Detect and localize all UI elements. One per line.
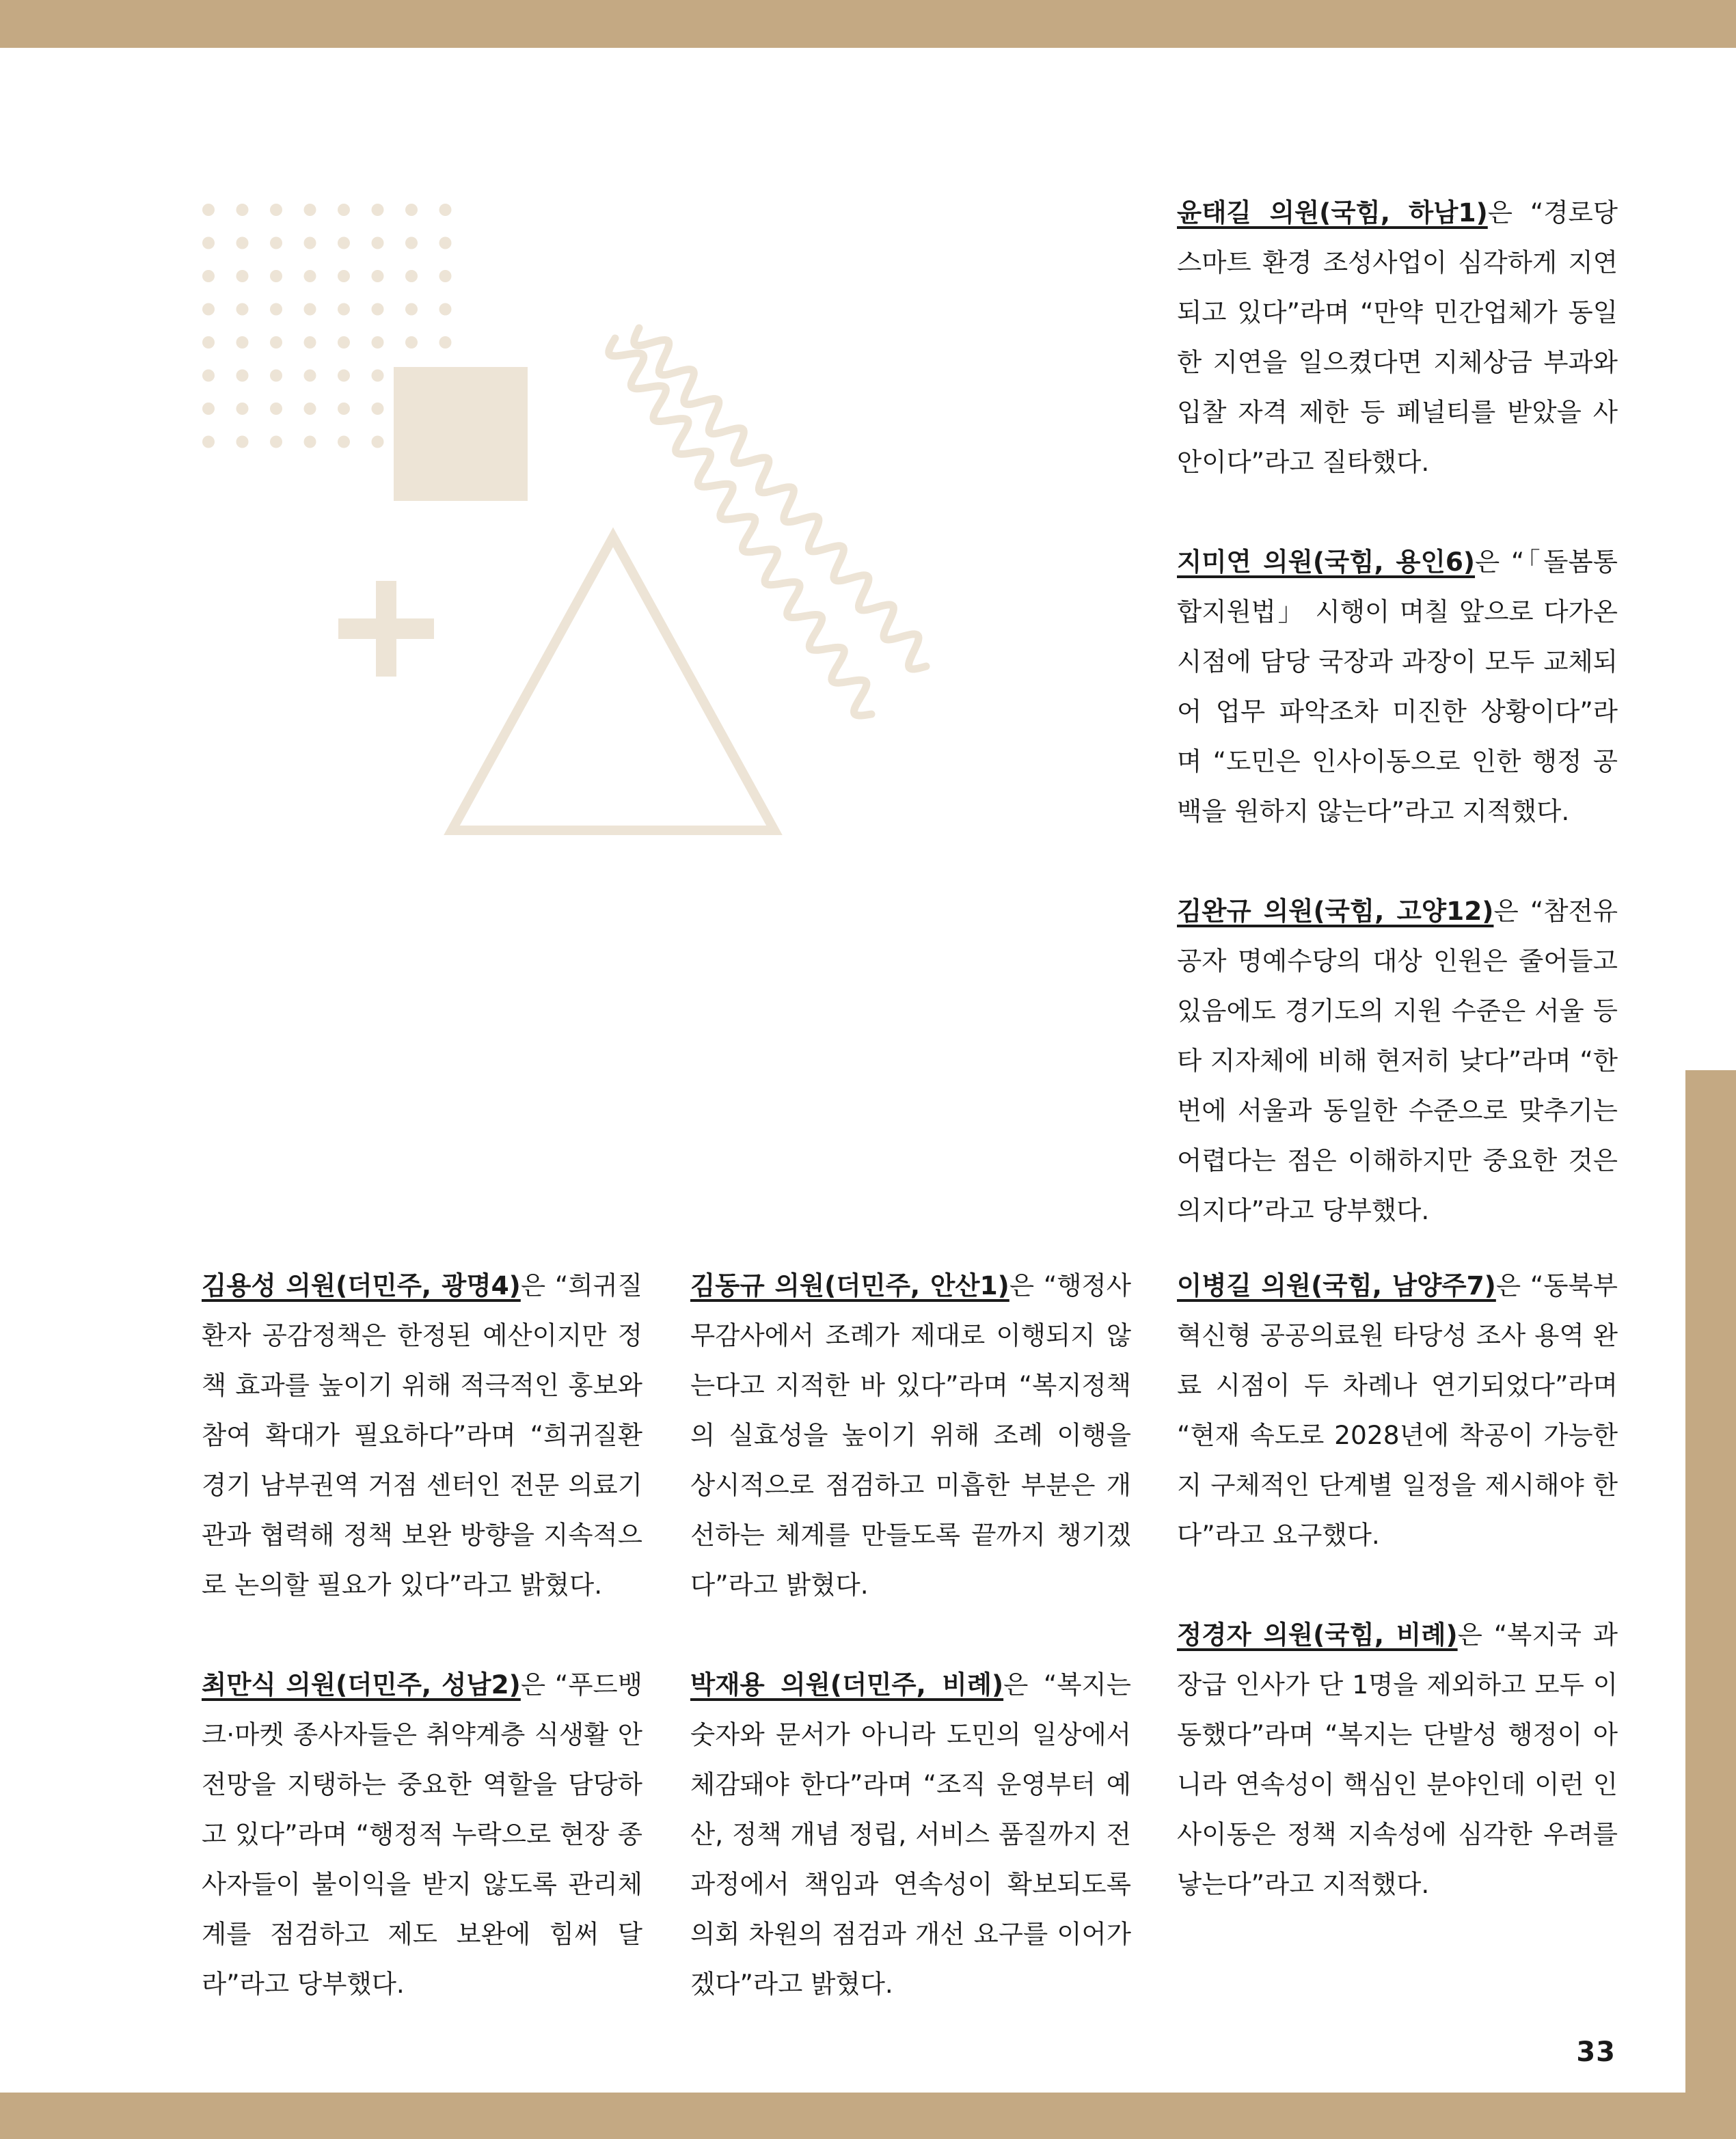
decor-dot <box>338 204 350 216</box>
article-column-right-bottom <box>1177 1261 1618 1909</box>
decorative-shapes <box>185 188 950 844</box>
decor-dot <box>405 336 418 349</box>
member-name: 윤태길 의원(국힘, 하남1) <box>1177 197 1488 228</box>
wavy-line <box>609 338 871 716</box>
member-name: 김완규 의원(국힘, 고양12) <box>1177 896 1494 926</box>
comment-text: 은 “푸드뱅크·마켓 종사자들은 취약계층 식생활 안전망을 지탱하는 중요한 역할을 담당하고 있다”라며 “행정적 누락으로 현장 종사자들이 불이익을 받지 않도록 관리체계를 점검하고 제도 보완에 힘써 달라”라고 당부했다. <box>202 1670 642 1999</box>
comment-text: 은 “행정사무감사에서 조례가 제대로 이행되지 않는다고 지적한 바 있다”라며 “복지정책의 실효성을 높이기 위해 조례 이행을 상시적으로 점검하고 미흡한 부분은 개선하는 체계를 만들도록 끝까지 챙기겠다”라고 밝혔다. <box>690 1270 1131 1600</box>
comment-text: 은 “복지국 과장급 인사가 단 1명을 제외하고 모두 이동했다”라며 “복지는 단발성 행정이 아니라 연속성이 핵심인 분야인데 이런 인사이동은 정책 지속성에 심각한 우려를 낳는다”라고 지적했다. <box>1177 1620 1618 1899</box>
decor-dot <box>439 270 452 282</box>
decor-dot <box>202 204 215 216</box>
article-column-middle <box>690 1261 1131 2009</box>
decor-dot <box>270 403 282 415</box>
member-name: 최만식 의원(더민주, 성남2) <box>202 1670 521 1700</box>
decor-dot <box>236 303 249 316</box>
comment-paragraph <box>690 1660 1131 2009</box>
comment-text: 은 “희귀질환자 공감정책은 한정된 예산이지만 정책 효과를 높이기 위해 적극적인 홍보와 참여 확대가 필요하다”라며 “희귀질환 경기 남부권역 거점 센터인 전문 의료기관과 협력해 정책 보완 방향을 지속적으로 논의할 필요가 있다”라고 밝혔다. <box>202 1270 642 1600</box>
decor-dot <box>372 403 384 415</box>
decor-dot <box>304 336 316 349</box>
decor-dot <box>372 204 384 216</box>
decor-dot <box>202 403 215 415</box>
decor-dot <box>372 303 384 316</box>
bottom-color-band <box>0 2093 1736 2139</box>
decor-dot <box>304 303 316 316</box>
decor-dot <box>304 204 316 216</box>
decor-dot <box>372 370 384 382</box>
comment-paragraph <box>202 1660 642 2009</box>
decor-dot <box>338 436 350 448</box>
decor-dot <box>270 204 282 216</box>
comment-text: 은 “복지는 숫자와 문서가 아니라 도민의 일상에서 체감돼야 한다”라며 “조직 운영부터 예산, 정책 개념 정립, 서비스 품질까지 전 과정에서 책임과 연속성이 확보되도록 의회 차원의 점검과 개선 요구를 이어가겠다”라고 밝혔다. <box>690 1670 1131 1999</box>
decor-dot <box>405 303 418 316</box>
square-shape <box>394 367 528 501</box>
article-column-right-top <box>1177 188 1618 1236</box>
side-color-band <box>1685 1070 1736 2139</box>
comment-text: 은 “「돌봄통합지원법」 시행이 며칠 앞으로 다가온 시점에 담당 국장과 과장이 모두 교체되어 업무 파악조차 미진한 상황이다”라며 “도민은 인사이동으로 인한 행정 공백을 원하지 않는다”라고 지적했다. <box>1177 547 1618 826</box>
plus-shape <box>338 581 434 677</box>
decor-dot <box>236 237 249 249</box>
decor-dot <box>338 270 350 282</box>
decor-dot <box>236 336 249 349</box>
comment-paragraph <box>202 1261 642 1610</box>
member-name: 김동규 의원(더민주, 안산1) <box>690 1270 1009 1300</box>
decor-dot <box>304 270 316 282</box>
decor-dot <box>202 237 215 249</box>
page-number: 33 <box>1576 2036 1616 2068</box>
decor-dot <box>270 270 282 282</box>
decor-dot <box>439 204 452 216</box>
decor-dot <box>338 303 350 316</box>
decor-dot <box>304 370 316 382</box>
decor-dot <box>372 270 384 282</box>
decor-dot <box>202 436 215 448</box>
decor-dot <box>405 270 418 282</box>
decor-dot <box>270 436 282 448</box>
decor-dot <box>236 270 249 282</box>
comment-text: 은 “참전유공자 명예수당의 대상 인원은 줄어들고 있음에도 경기도의 지원 수준은 서울 등 타 지자체에 비해 현저히 낮다”라며 “한 번에 서울과 동일한 수준으로 맞추기는 어렵다는 점은 이해하지만 중요한 것은 의지다”라고 당부했다. <box>1177 896 1618 1225</box>
comment-text: 은 “경로당 스마트 환경 조성사업이 심각하게 지연되고 있다”라며 “만약 민간업체가 동일한 지연을 일으켰다면 지체상금 부과와 입찰 자격 제한 등 페널티를 받았을 사안이다”라고 질타했다. <box>1177 197 1618 477</box>
decor-dot <box>236 403 249 415</box>
decor-dot <box>304 436 316 448</box>
decor-dot <box>372 336 384 349</box>
comment-paragraph <box>1177 537 1618 836</box>
decor-dot <box>338 370 350 382</box>
decor-dot <box>338 237 350 249</box>
comment-paragraph <box>1177 1610 1618 1909</box>
decor-dot <box>439 336 452 349</box>
decor-dot <box>270 237 282 249</box>
decor-dot <box>304 403 316 415</box>
decor-dot <box>270 303 282 316</box>
decor-dot <box>439 237 452 249</box>
member-name: 김용성 의원(더민주, 광명4) <box>202 1270 521 1300</box>
triangle-shape <box>452 537 774 830</box>
decor-dot <box>338 336 350 349</box>
decor-dot <box>372 436 384 448</box>
comment-paragraph <box>1177 1261 1618 1560</box>
decor-dot <box>338 403 350 415</box>
member-name: 이병길 의원(국힘, 남양주7) <box>1177 1270 1496 1300</box>
decor-dot <box>236 204 249 216</box>
decor-dot <box>405 237 418 249</box>
member-name: 정경자 의원(국힘, 비례) <box>1177 1620 1458 1650</box>
comment-paragraph <box>1177 886 1618 1236</box>
decor-dot <box>270 370 282 382</box>
comment-paragraph <box>690 1261 1131 1610</box>
top-color-band <box>0 0 1736 48</box>
decor-dot <box>202 370 215 382</box>
decor-dot <box>405 204 418 216</box>
decor-dot <box>236 370 249 382</box>
decor-dot <box>202 336 215 349</box>
article-column-left <box>202 1261 642 2009</box>
decor-dot <box>236 436 249 448</box>
decor-dot <box>372 237 384 249</box>
decor-dot <box>202 303 215 316</box>
wavy-line <box>634 328 926 669</box>
member-name: 지미연 의원(국힘, 용인6) <box>1177 547 1476 577</box>
decor-dot <box>439 303 452 316</box>
comment-text: 은 “동북부 혁신형 공공의료원 타당성 조사 용역 완료 시점이 두 차례나 연기되었다”라며 “현재 속도로 2028년에 착공이 가능한지 구체적인 단계별 일정을 제시해야 한다”라고 요구했다. <box>1177 1270 1618 1550</box>
decor-dot <box>304 237 316 249</box>
decor-dot <box>270 336 282 349</box>
member-name: 박재용 의원(더민주, 비례) <box>690 1670 1004 1700</box>
comment-paragraph <box>1177 188 1618 487</box>
decor-dot <box>202 270 215 282</box>
